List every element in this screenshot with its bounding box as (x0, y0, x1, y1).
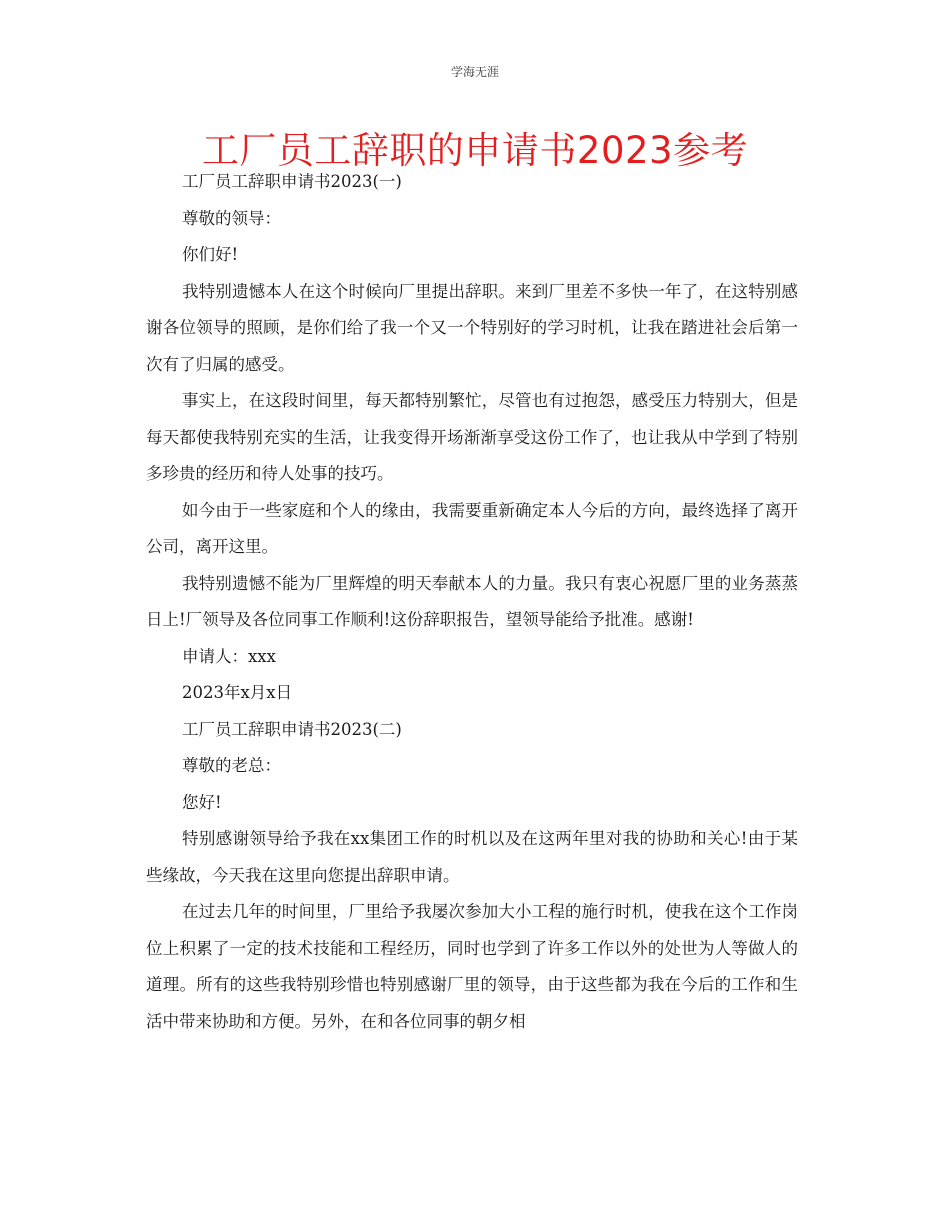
letter1-heading: 工厂员工辞职申请书2023(一) (182, 172, 402, 191)
letter1-greeting: 你们好! (182, 245, 239, 264)
letter2-salutation: 尊敬的老总： (182, 756, 281, 775)
document-body (146, 164, 798, 1040)
letter1-paragraph-1: 我特别遗憾本人在这个时候向厂里提出辞职。来到厂里差不多快一年了，在这特别感谢各位领导的照顾，是你们给了我一个又一个特别好的学习时机，让我在踏进社会后第一次有了归属的感受。 (146, 281, 798, 374)
letter1-paragraph-3: 如今由于一些家庭和个人的缘由，我需要重新确定本人今后的方向，最终选择了离开公司，离开这里。 (146, 500, 798, 556)
letter2-greeting: 您好! (182, 792, 222, 812)
letter1-date: 2023年x月x日 (182, 683, 293, 702)
letter1-applicant: 申请人：xxx (182, 646, 276, 666)
letter1-paragraph-4: 我特别遗憾不能为厂里辉煌的明天奉献本人的力量。我只有衷心祝愿厂里的业务蒸蒸日上!厂领导及各位同事工作顺利!这份辞职报告，望领导能给予批准。感谢! (146, 573, 798, 629)
letter2-heading: 工厂员工辞职申请书2023(二) (182, 719, 402, 739)
document-title: 工厂员工辞职的申请书2023参考 (201, 129, 749, 172)
letter2-paragraph-2: 在过去几年的时间里，厂里给予我屡次参加大小工程的施行时机，使我在这个工作岗位上积累了一定的技术技能和工程经历，同时也学到了许多工作以外的处世为人等做人的道理。所有的这些我特别珍惜也特别感谢厂里的领导，由于这些都为我在今后的工作和生活中带来协助和方便。另外，在和各位同事的朝夕相 (146, 902, 798, 1031)
letter2-paragraph-1: 特别感谢领导给予我在xx集团工作的时机以及在这两年里对我的协助和关心!由于某些缘故，今天我在这里向您提出辞职申请。 (146, 829, 798, 885)
page-header-note: 学海无涯 (450, 65, 499, 79)
letter1-paragraph-2: 事实上，在这段时间里，每天都特别繁忙，尽管也有过抱怨，感受压力特别大，但是每天都使我特别充实的生活，让我变得开场渐渐享受这份工作了，也让我从中学到了特别多珍贵的经历和待人处事的技巧。 (146, 391, 798, 483)
letter1-salutation: 尊敬的领导： (182, 208, 281, 228)
